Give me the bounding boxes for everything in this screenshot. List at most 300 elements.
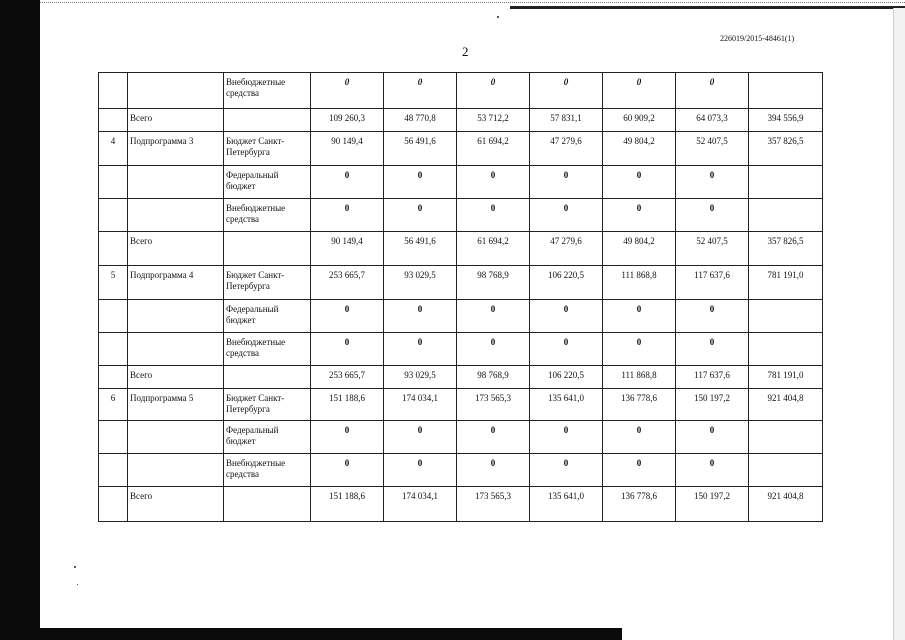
year-value-cell-text: 136 778,6 (621, 491, 657, 501)
year-value-cell-text: 106 220,5 (548, 370, 584, 380)
funding-source-cell-text: Внебюджетные средства (226, 458, 286, 479)
year-value-cell-text: 48 770,8 (404, 113, 436, 123)
year-value-cell (457, 132, 530, 166)
total-value-cell-text (749, 421, 822, 425)
table-row (99, 421, 823, 454)
year-value-cell (384, 366, 457, 389)
year-value-cell (457, 333, 530, 366)
year-value-cell-text: 53 712,2 (477, 113, 509, 123)
year-value-cell-text: 253 665,7 (329, 270, 365, 280)
year-value-cell (457, 454, 530, 487)
budget-table (98, 72, 823, 522)
scan-speck (77, 584, 78, 585)
year-value-cell-text: 135 641,0 (548, 393, 584, 403)
year-value-cell (311, 232, 384, 266)
year-value-cell-text: 0 (490, 458, 496, 468)
year-value-cell (530, 199, 603, 232)
year-value-cell-text: 0 (636, 304, 642, 314)
total-value-cell (749, 454, 823, 487)
total-value-cell (749, 132, 823, 166)
year-value-cell (311, 300, 384, 333)
table-row (99, 199, 823, 232)
year-value-cell-text: 106 220,5 (548, 270, 584, 280)
funding-source-cell (224, 109, 311, 132)
year-value-cell-text: 0 (636, 77, 642, 87)
year-value-cell (311, 73, 384, 109)
year-value-cell (603, 333, 676, 366)
year-value-cell-text: 117 637,6 (694, 370, 730, 380)
scan-top-right-bar (510, 6, 905, 9)
year-value-cell (603, 454, 676, 487)
row-number-cell (99, 366, 128, 389)
program-name-cell-text: Всего (130, 491, 153, 501)
total-value-cell (749, 166, 823, 199)
year-value-cell-text: 117 637,6 (694, 270, 730, 280)
row-number-cell-text (99, 300, 127, 304)
row-number-cell-text (99, 166, 127, 170)
year-value-cell-text: 0 (709, 203, 715, 213)
year-value-cell (676, 266, 749, 300)
year-value-cell (603, 166, 676, 199)
year-value-cell (530, 109, 603, 132)
year-value-cell-text: 0 (417, 337, 423, 347)
total-value-cell (749, 300, 823, 333)
funding-source-cell-text (226, 366, 310, 370)
year-value-cell-text: 0 (344, 425, 350, 435)
program-name-cell (128, 266, 224, 300)
year-value-cell (603, 266, 676, 300)
year-value-cell (676, 199, 749, 232)
year-value-cell-text: 150 197,2 (694, 491, 730, 501)
year-value-cell (676, 300, 749, 333)
year-value-cell (384, 421, 457, 454)
year-value-cell (603, 366, 676, 389)
year-value-cell-text: 60 909,2 (623, 113, 655, 123)
funding-source-cell-text: Федеральный бюджет (226, 170, 279, 191)
year-value-cell (457, 199, 530, 232)
year-value-cell (676, 487, 749, 522)
year-value-cell-text: 0 (417, 304, 423, 314)
program-name-cell (128, 487, 224, 522)
total-value-cell-text: 357 826,5 (767, 236, 804, 246)
year-value-cell (676, 389, 749, 421)
year-value-cell (384, 333, 457, 366)
total-value-cell (749, 266, 823, 300)
year-value-cell-text: 0 (417, 458, 423, 468)
table-row (99, 333, 823, 366)
year-value-cell-text: 0 (490, 337, 496, 347)
year-value-cell-text: 57 831,1 (550, 113, 582, 123)
year-value-cell-text: 90 149,4 (331, 236, 363, 246)
funding-source-cell-text: Внебюджетные средства (226, 77, 286, 98)
year-value-cell (311, 366, 384, 389)
year-value-cell (311, 266, 384, 300)
year-value-cell (530, 73, 603, 109)
year-value-cell (384, 300, 457, 333)
year-value-cell (311, 199, 384, 232)
program-name-cell-text (130, 421, 223, 425)
year-value-cell-text: 0 (709, 304, 715, 314)
year-value-cell-text: 174 034,1 (402, 491, 438, 501)
table-row (99, 109, 823, 132)
year-value-cell (311, 487, 384, 522)
table-row (99, 300, 823, 333)
funding-source-cell-text: Федеральный бюджет (226, 425, 279, 446)
year-value-cell (384, 454, 457, 487)
funding-source-cell (224, 333, 311, 366)
funding-source-cell-text: Внебюджетные средства (226, 203, 286, 224)
year-value-cell (603, 109, 676, 132)
total-value-cell-text: 357 826,5 (767, 136, 804, 146)
total-value-cell (749, 421, 823, 454)
year-value-cell-text: 0 (636, 203, 642, 213)
year-value-cell-text: 93 029,5 (404, 270, 436, 280)
year-value-cell (457, 266, 530, 300)
year-value-cell-text: 0 (563, 77, 569, 87)
year-value-cell-text: 0 (563, 304, 569, 314)
program-name-cell (128, 166, 224, 199)
year-value-cell-text: 0 (709, 170, 715, 180)
year-value-cell (603, 199, 676, 232)
row-number-cell (99, 266, 128, 300)
table-row (99, 232, 823, 266)
year-value-cell (311, 333, 384, 366)
year-value-cell (311, 421, 384, 454)
total-value-cell (749, 389, 823, 421)
row-number-cell-text (99, 109, 127, 113)
table-row (99, 487, 823, 522)
funding-source-cell (224, 132, 311, 166)
program-name-cell (128, 73, 224, 109)
row-number-cell (99, 389, 128, 421)
year-value-cell (530, 266, 603, 300)
table-row (99, 132, 823, 166)
table-body (99, 73, 823, 522)
year-value-cell-text: 47 279,6 (550, 136, 582, 146)
program-name-cell-text (130, 333, 223, 337)
year-value-cell (603, 421, 676, 454)
year-value-cell (676, 421, 749, 454)
program-name-cell-text (130, 199, 223, 203)
year-value-cell-text: 90 149,4 (331, 136, 363, 146)
program-name-cell-text: Подпрограмма 5 (130, 393, 194, 403)
funding-source-cell-text: Внебюджетные средства (226, 337, 286, 358)
program-name-cell-text: Подпрограмма 3 (130, 136, 194, 146)
year-value-cell-text: 173 565,3 (475, 491, 511, 501)
year-value-cell-text: 0 (709, 458, 715, 468)
scan-bottom-edge (0, 628, 622, 640)
program-name-cell-text: Всего (130, 113, 153, 123)
row-number-cell (99, 109, 128, 132)
year-value-cell-text: 64 073,3 (696, 113, 728, 123)
row-number-cell (99, 166, 128, 199)
program-name-cell (128, 389, 224, 421)
row-number-cell-text (99, 333, 127, 337)
row-number-cell-text: 5 (110, 270, 116, 280)
program-name-cell (128, 421, 224, 454)
year-value-cell (457, 300, 530, 333)
table-row (99, 73, 823, 109)
year-value-cell (676, 166, 749, 199)
funding-source-cell (224, 266, 311, 300)
row-number-cell (99, 199, 128, 232)
total-value-cell-text: 921 404,8 (767, 393, 804, 403)
total-value-cell-text: 921 404,8 (767, 491, 804, 501)
year-value-cell-text: 0 (417, 425, 423, 435)
scan-speck (74, 566, 76, 568)
year-value-cell (530, 389, 603, 421)
year-value-cell (457, 166, 530, 199)
year-value-cell-text: 0 (344, 458, 350, 468)
table-row (99, 389, 823, 421)
year-value-cell-text: 173 565,3 (475, 393, 511, 403)
year-value-cell (530, 454, 603, 487)
year-value-cell (311, 109, 384, 132)
year-value-cell-text: 0 (709, 425, 715, 435)
scan-top-border (40, 2, 905, 3)
row-number-cell-text (99, 232, 127, 236)
row-number-cell (99, 454, 128, 487)
document-id: 226019/2015-48461(1) (720, 34, 795, 43)
year-value-cell-text: 111 868,8 (621, 270, 657, 280)
program-name-cell-text: Всего (130, 370, 153, 380)
funding-source-cell (224, 421, 311, 454)
total-value-cell-text: 781 191,0 (767, 270, 804, 280)
year-value-cell-text: 135 641,0 (548, 491, 584, 501)
year-value-cell-text: 111 868,8 (621, 370, 657, 380)
year-value-cell (384, 73, 457, 109)
year-value-cell-text: 0 (490, 170, 496, 180)
table-row (99, 454, 823, 487)
year-value-cell (676, 132, 749, 166)
funding-source-cell (224, 454, 311, 487)
year-value-cell-text: 61 694,2 (477, 136, 509, 146)
year-value-cell-text: 136 778,6 (621, 393, 657, 403)
funding-source-cell-text (226, 487, 310, 491)
row-number-cell-text (99, 454, 127, 458)
total-value-cell-text (749, 199, 822, 203)
year-value-cell (530, 300, 603, 333)
year-value-cell-text: 56 491,6 (404, 136, 436, 146)
year-value-cell (530, 366, 603, 389)
year-value-cell-text: 0 (490, 77, 496, 87)
program-name-cell (128, 366, 224, 389)
total-value-cell-text: 781 191,0 (767, 370, 804, 380)
program-name-cell (128, 333, 224, 366)
year-value-cell-text: 151 188,6 (329, 393, 365, 403)
year-value-cell (530, 232, 603, 266)
total-value-cell (749, 487, 823, 522)
year-value-cell (384, 487, 457, 522)
row-number-cell (99, 421, 128, 454)
year-value-cell (530, 333, 603, 366)
year-value-cell-text: 98 768,9 (477, 370, 509, 380)
row-number-cell-text (99, 73, 127, 77)
program-name-cell (128, 232, 224, 266)
year-value-cell-text: 0 (417, 170, 423, 180)
funding-source-cell-text (226, 232, 310, 236)
total-value-cell (749, 232, 823, 266)
year-value-cell-text: 0 (636, 170, 642, 180)
year-value-cell-text: 98 768,9 (477, 270, 509, 280)
year-value-cell (384, 199, 457, 232)
year-value-cell-text: 0 (490, 203, 496, 213)
year-value-cell-text: 93 029,5 (404, 370, 436, 380)
funding-source-cell (224, 487, 311, 522)
scan-right-edge (893, 8, 905, 640)
year-value-cell-text: 56 491,6 (404, 236, 436, 246)
year-value-cell (457, 389, 530, 421)
year-value-cell-text: 0 (563, 337, 569, 347)
year-value-cell-text: 52 407,5 (696, 236, 728, 246)
total-value-cell (749, 366, 823, 389)
year-value-cell (384, 389, 457, 421)
program-name-cell-text (130, 166, 223, 170)
year-value-cell (457, 487, 530, 522)
year-value-cell (384, 132, 457, 166)
row-number-cell (99, 73, 128, 109)
row-number-cell (99, 487, 128, 522)
row-number-cell-text (99, 487, 127, 491)
row-number-cell-text: 4 (110, 136, 116, 146)
year-value-cell (457, 366, 530, 389)
program-name-cell (128, 132, 224, 166)
row-number-cell-text (99, 199, 127, 203)
total-value-cell-text: 394 556,9 (767, 113, 804, 123)
funding-source-cell (224, 232, 311, 266)
year-value-cell-text: 0 (344, 304, 350, 314)
total-value-cell-text (749, 166, 822, 170)
year-value-cell (384, 232, 457, 266)
year-value-cell-text: 0 (636, 425, 642, 435)
year-value-cell-text: 0 (490, 304, 496, 314)
year-value-cell-text: 0 (563, 203, 569, 213)
table-row (99, 366, 823, 389)
table-row (99, 166, 823, 199)
funding-source-cell-text: Федеральный бюджет (226, 304, 279, 325)
program-name-cell-text: Подпрограмма 4 (130, 270, 194, 280)
year-value-cell-text: 49 804,2 (623, 236, 655, 246)
year-value-cell (384, 166, 457, 199)
year-value-cell-text: 0 (490, 425, 496, 435)
row-number-cell (99, 333, 128, 366)
year-value-cell-text: 0 (636, 337, 642, 347)
row-number-cell (99, 232, 128, 266)
total-value-cell (749, 109, 823, 132)
year-value-cell (676, 333, 749, 366)
year-value-cell-text: 174 034,1 (402, 393, 438, 403)
year-value-cell (530, 487, 603, 522)
year-value-cell-text: 0 (709, 337, 715, 347)
year-value-cell (530, 166, 603, 199)
funding-source-cell-text: Бюджет Санкт-Петербурга (226, 393, 285, 414)
year-value-cell-text: 0 (344, 77, 350, 87)
scan-speck (497, 16, 499, 18)
program-name-cell-text (130, 300, 223, 304)
year-value-cell (676, 109, 749, 132)
program-name-cell (128, 109, 224, 132)
funding-source-cell (224, 300, 311, 333)
year-value-cell (603, 73, 676, 109)
year-value-cell (603, 300, 676, 333)
year-value-cell-text: 151 188,6 (329, 491, 365, 501)
year-value-cell (457, 109, 530, 132)
funding-source-cell (224, 366, 311, 389)
year-value-cell (530, 132, 603, 166)
year-value-cell (384, 109, 457, 132)
year-value-cell (603, 132, 676, 166)
row-number-cell (99, 300, 128, 333)
funding-source-cell-text: Бюджет Санкт-Петербурга (226, 136, 285, 157)
year-value-cell-text: 0 (563, 170, 569, 180)
total-value-cell (749, 199, 823, 232)
year-value-cell-text: 0 (417, 77, 423, 87)
program-name-cell-text (130, 73, 223, 77)
page-number: 2 (462, 44, 469, 59)
year-value-cell (311, 132, 384, 166)
year-value-cell (457, 232, 530, 266)
row-number-cell-text (99, 421, 127, 425)
year-value-cell (311, 454, 384, 487)
year-value-cell-text: 0 (563, 425, 569, 435)
year-value-cell-text: 0 (709, 77, 715, 87)
row-number-cell-text (99, 366, 127, 370)
year-value-cell (457, 421, 530, 454)
year-value-cell-text: 49 804,2 (623, 136, 655, 146)
program-name-cell (128, 454, 224, 487)
year-value-cell (676, 366, 749, 389)
program-name-cell-text: Всего (130, 236, 153, 246)
year-value-cell-text: 253 665,7 (329, 370, 365, 380)
year-value-cell-text: 0 (344, 203, 350, 213)
year-value-cell (676, 232, 749, 266)
year-value-cell (603, 232, 676, 266)
year-value-cell (311, 389, 384, 421)
year-value-cell-text: 0 (344, 337, 350, 347)
funding-source-cell-text (226, 109, 310, 113)
year-value-cell-text: 47 279,6 (550, 236, 582, 246)
year-value-cell-text: 0 (636, 458, 642, 468)
scan-left-edge (0, 0, 40, 640)
year-value-cell-text: 150 197,2 (694, 393, 730, 403)
year-value-cell (603, 389, 676, 421)
total-value-cell-text (749, 333, 822, 337)
funding-source-cell (224, 166, 311, 199)
funding-source-cell (224, 73, 311, 109)
year-value-cell (676, 454, 749, 487)
total-value-cell (749, 333, 823, 366)
year-value-cell (530, 421, 603, 454)
year-value-cell (603, 487, 676, 522)
table-row (99, 266, 823, 300)
year-value-cell-text: 61 694,2 (477, 236, 509, 246)
row-number-cell (99, 132, 128, 166)
year-value-cell-text: 0 (344, 170, 350, 180)
year-value-cell-text: 0 (417, 203, 423, 213)
program-name-cell-text (130, 454, 223, 458)
year-value-cell (384, 266, 457, 300)
funding-source-cell-text: Бюджет Санкт-Петербурга (226, 270, 285, 291)
program-name-cell (128, 300, 224, 333)
funding-source-cell (224, 199, 311, 232)
year-value-cell (457, 73, 530, 109)
funding-source-cell (224, 389, 311, 421)
total-value-cell-text (749, 73, 822, 77)
year-value-cell (311, 166, 384, 199)
row-number-cell-text: 6 (110, 393, 116, 403)
total-value-cell-text (749, 454, 822, 458)
year-value-cell-text: 52 407,5 (696, 136, 728, 146)
